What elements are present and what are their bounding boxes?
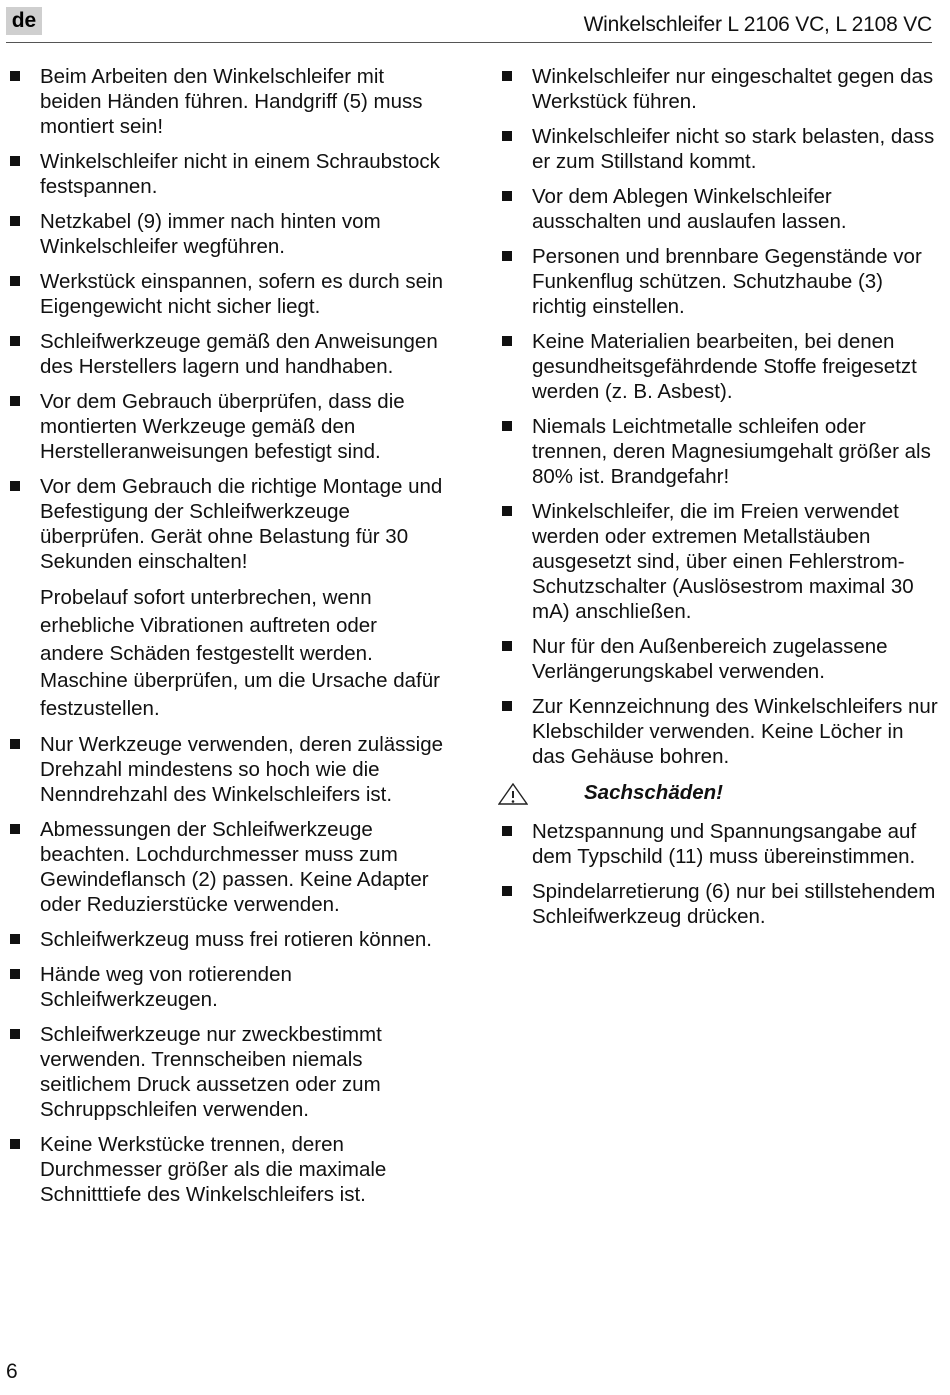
- list-item-text: Keine Materialien bearbeiten, bei denen gesundheitsgefährdende Stoffe freigesetzt werden (z. B. Asbest).: [532, 330, 917, 403]
- list-item: [6, 149, 446, 199]
- list-item: [498, 634, 938, 684]
- list-item-text: Spindelarretierung (6) nur bei stillstehendem Schleifwerkzeug drücken.: [532, 880, 936, 928]
- property-damage-heading: [498, 779, 938, 809]
- list-item-text: Abmessungen der Schleifwerkzeuge beachten. Lochdurchmesser muss zum Gewindeflansch (2) passen. Keine Adapter oder Reduzierstücke verwenden.: [40, 817, 429, 916]
- list-item-text: Winkelschleifer nur eingeschaltet gegen das Werkstück führen.: [532, 65, 934, 113]
- square-bullet-icon: [502, 71, 512, 81]
- list-item: [6, 817, 446, 917]
- list-item: [498, 184, 938, 234]
- list-item: [6, 1022, 446, 1122]
- test-run-paragraph: Probelauf sofort unterbrechen, wenn erhebliche Vibrationen auftreten oder andere Schäden festgestellt werden. Maschine überprüfen, um die Ursache dafür festzustellen.: [40, 586, 440, 721]
- list-item-text: Netzspannung und Spannungsangabe auf dem Typschild (11) muss übereinstimmen.: [532, 820, 917, 868]
- list-item: [6, 1132, 446, 1207]
- list-item-text: Zur Kennzeichnung des Winkelschleifers nur Klebschilder verwenden. Keine Löcher in das Gehäuse bohren.: [532, 695, 938, 768]
- square-bullet-icon: [10, 824, 20, 834]
- list-item: [6, 64, 446, 139]
- square-bullet-icon: [10, 1139, 20, 1149]
- list-item: [6, 209, 446, 259]
- square-bullet-icon: [10, 156, 20, 166]
- square-bullet-icon: [502, 251, 512, 261]
- list-item-text: Beim Arbeiten den Winkelschleifer mit beiden Händen führen. Handgriff (5) muss montiert sein!: [40, 65, 423, 138]
- list-item: [498, 124, 938, 174]
- list-item: [6, 732, 446, 807]
- square-bullet-icon: [502, 506, 512, 516]
- list-item: [498, 414, 938, 489]
- square-bullet-icon: [502, 336, 512, 346]
- square-bullet-icon: [10, 481, 20, 491]
- square-bullet-icon: [502, 701, 512, 711]
- list-item-text: Hände weg von rotierenden Schleifwerkzeugen.: [40, 962, 292, 1011]
- list-item-text: Vor dem Ablegen Winkelschleifer ausschalten und auslaufen lassen.: [532, 185, 847, 233]
- safety-list: [6, 64, 446, 574]
- list-item: [6, 962, 446, 1012]
- square-bullet-icon: [502, 641, 512, 651]
- warning-title: Sachschäden!: [584, 781, 723, 804]
- safety-list: [498, 819, 938, 929]
- list-item: [498, 879, 938, 929]
- list-item: [498, 244, 938, 319]
- list-item-text: Schleifwerkzeuge gemäß den Anweisungen des Herstellers lagern und handhaben.: [40, 330, 438, 378]
- square-bullet-icon: [10, 739, 20, 749]
- list-item-text: Keine Werkstücke trennen, deren Durchmesser größer als die maximale Schnitttiefe des Winkelschleifers ist.: [40, 1132, 387, 1206]
- square-bullet-icon: [502, 886, 512, 896]
- square-bullet-icon: [10, 336, 20, 346]
- language-tag: de: [6, 7, 42, 35]
- list-item-text: Winkelschleifer nicht so stark belasten, dass er zum Stillstand kommt.: [532, 125, 935, 173]
- list-item-text: Winkelschleifer, die im Freien verwendet werden oder extremen Metallstäuben ausgesetzt sind, über einen Fehlerstrom-Schutzschalter (Auslösestrom maximal 30 mA) anschließen.: [532, 500, 914, 623]
- list-item-text: Nur Werkzeuge verwenden, deren zulässige Drehzahl mindestens so hoch wie die Nenndrehzahl des Winkelschleifers ist.: [40, 732, 444, 806]
- square-bullet-icon: [502, 191, 512, 201]
- list-item: [498, 694, 938, 769]
- safety-list: [6, 732, 446, 1207]
- square-bullet-icon: [502, 421, 512, 431]
- list-item-text: Nur für den Außenbereich zugelassene Verlängerungskabel verwenden.: [532, 635, 888, 683]
- list-item-text: Vor dem Gebrauch überprüfen, dass die montierten Werkzeuge gemäß den Herstelleranweisungen befestigt sind.: [40, 390, 405, 463]
- list-item-text: Netzkabel (9) immer nach hinten vom Winkelschleifer wegführen.: [40, 210, 381, 258]
- list-item-text: Personen und brennbare Gegenstände vor Funkenflug schützen. Schutzhaube (3) richtig einstellen.: [532, 245, 922, 318]
- document-title: Winkelschleifer L 2106 VC, L 2108 VC: [583, 13, 932, 36]
- square-bullet-icon: [502, 131, 512, 141]
- square-bullet-icon: [10, 1029, 20, 1039]
- list-item: [6, 474, 446, 574]
- safety-list: [498, 64, 938, 769]
- list-item: [498, 64, 938, 114]
- square-bullet-icon: [10, 969, 20, 979]
- list-item: [6, 269, 446, 319]
- list-item: [6, 927, 446, 952]
- list-item: [498, 329, 938, 404]
- square-bullet-icon: [10, 276, 20, 286]
- list-item: [6, 329, 446, 379]
- list-item-text: Schleifwerkzeuge nur zweckbestimmt verwenden. Trennscheiben niemals seitlichem Druck aussetzen oder zum Schruppschleifen verwenden.: [40, 1022, 382, 1121]
- list-item-text: Werkstück einspannen, sofern es durch sein Eigengewicht nicht sicher liegt.: [40, 270, 444, 318]
- square-bullet-icon: [502, 826, 512, 836]
- square-bullet-icon: [10, 396, 20, 406]
- right-column: [498, 64, 938, 939]
- warning-triangle-icon: [498, 783, 528, 805]
- square-bullet-icon: [10, 934, 20, 944]
- left-column: [6, 64, 446, 1217]
- square-bullet-icon: [10, 216, 20, 226]
- header-divider: [6, 42, 932, 43]
- list-item-text: Vor dem Gebrauch die richtige Montage und Befestigung der Schleifwerkzeuge überprüfen. Gerät ohne Belastung für 30 Sekunden einschalten!: [40, 475, 443, 573]
- page-number: 6: [6, 1360, 18, 1383]
- list-item-text: Winkelschleifer nicht in einem Schraubstock festspannen.: [40, 150, 440, 198]
- list-item: [498, 819, 938, 869]
- list-item: [498, 499, 938, 624]
- list-item: [6, 389, 446, 464]
- square-bullet-icon: [10, 71, 20, 81]
- list-item-text: Schleifwerkzeug muss frei rotieren können.: [40, 927, 432, 951]
- list-item-text: Niemals Leichtmetalle schleifen oder trennen, deren Magnesiumgehalt größer als 80% ist. Brandgefahr!: [532, 415, 931, 488]
